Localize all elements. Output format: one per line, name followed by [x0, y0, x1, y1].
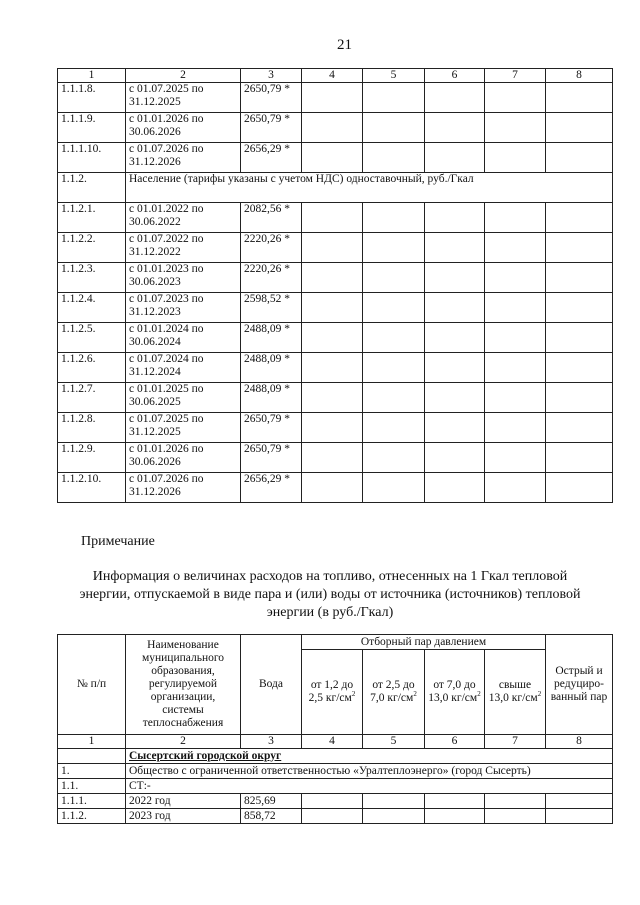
row-id: 1.1.2. — [58, 173, 126, 203]
row-id: 1.1.1.9. — [58, 113, 126, 143]
row-id: 1.1.2. — [58, 809, 126, 824]
row-id: 1.1.2.9. — [58, 443, 126, 473]
col-number: 8 — [546, 69, 613, 83]
row-value: 2488,09 * — [241, 383, 302, 413]
row-period: с 01.07.2023 по 31.12.2023 — [126, 293, 241, 323]
row-year: 2022 год — [126, 794, 241, 809]
table-row — [58, 113, 613, 143]
col-number: 8 — [546, 735, 613, 749]
col-number: 4 — [302, 69, 363, 83]
row-id: 1. — [58, 764, 126, 779]
row-year: 2023 год — [126, 809, 241, 824]
col-number: 2 — [126, 69, 241, 83]
info-title: Информация о величинах расходов на топливо, отнесенных на 1 Гкал тепловой энергии, отпускаемой в виде пара и (или) воды от источника (источников) тепловой энергии (в руб./Гкал) — [79, 569, 581, 620]
row-value: 2082,56 * — [241, 203, 302, 233]
header-steam-1: от 1,2 до 2,5 $кг/см^2$ — [302, 650, 363, 735]
row-value: 2598,52 * — [241, 293, 302, 323]
note-label: Примечание — [81, 534, 155, 549]
header-steam-group: Отборный пар давлением — [302, 635, 546, 650]
row-period: с 01.01.2022 по 30.06.2022 — [126, 203, 241, 233]
row-period: с 01.01.2026 по 30.06.2026 — [126, 443, 241, 473]
row-id: 1.1.2.10. — [58, 473, 126, 503]
col-number: 1 — [58, 735, 126, 749]
row-value: 2656,29 * — [241, 473, 302, 503]
row-period: с 01.01.2024 по 30.06.2024 — [126, 323, 241, 353]
col-number: 1 — [58, 69, 126, 83]
table-row — [58, 293, 613, 323]
col-number: 7 — [485, 69, 546, 83]
header-numbers-row — [58, 735, 613, 749]
row-value: 2488,09 * — [241, 353, 302, 383]
table-row — [58, 383, 613, 413]
fuel-cost-table — [57, 634, 613, 824]
system-row — [58, 779, 613, 794]
row-id: 1.1.1.8. — [58, 83, 126, 113]
row-id: 1.1. — [58, 779, 126, 794]
row-period: с 01.07.2026 по 31.12.2026 — [126, 143, 241, 173]
col-number: 6 — [425, 735, 485, 749]
row-id: 1.1.2.4. — [58, 293, 126, 323]
col-number: 5 — [363, 735, 425, 749]
header-steam-2: от 2,5 до 7,0 $кг/см^2$ — [363, 650, 425, 735]
col-number: 3 — [241, 69, 302, 83]
col-number: 4 — [302, 735, 363, 749]
header-row — [58, 635, 613, 650]
group-label: Население (тарифы указаны с учетом НДС) одноставочный, руб./Гкал — [126, 173, 613, 203]
header-name: Наименование муниципального образования, регулируемой организации, системы теплоснабжения — [126, 635, 241, 735]
row-id: 1.1.1. — [58, 794, 126, 809]
org-name: Общество с ограниченной ответственностью «Уралтеплоэнерго» (город Сысерть) — [126, 764, 613, 779]
system-name: СТ:- — [126, 779, 613, 794]
header-sharp-steam: Острый и редуциро-ванный пар — [546, 635, 613, 735]
table-header-numbers — [58, 69, 613, 83]
row-value: 2650,79 * — [241, 83, 302, 113]
row-period: с 01.01.2025 по 30.06.2025 — [126, 383, 241, 413]
row-value: 2488,09 * — [241, 323, 302, 353]
row-id: 1.1.2.7. — [58, 383, 126, 413]
row-period: с 01.07.2025 по 31.12.2025 — [126, 413, 241, 443]
header-steam-4: свыше 13,0 $кг/см^2$ — [485, 650, 546, 735]
tariff-table — [57, 68, 613, 503]
table-row — [58, 809, 613, 824]
col-number: 5 — [363, 69, 425, 83]
row-id: 1.1.2.6. — [58, 353, 126, 383]
row-value: 2220,26 * — [241, 263, 302, 293]
row-id: 1.1.2.2. — [58, 233, 126, 263]
table-row — [58, 443, 613, 473]
table-row — [58, 794, 613, 809]
col-number: 2 — [126, 735, 241, 749]
table-row — [58, 233, 613, 263]
row-value: 2220,26 * — [241, 233, 302, 263]
col-number: 7 — [485, 735, 546, 749]
table-row — [58, 83, 613, 113]
row-id: 1.1.2.3. — [58, 263, 126, 293]
row-value: 2650,79 * — [241, 443, 302, 473]
row-period: с 01.07.2022 по 31.12.2022 — [126, 233, 241, 263]
row-id: 1.1.2.8. — [58, 413, 126, 443]
row-period: с 01.07.2025 по 31.12.2025 — [126, 83, 241, 113]
table-row — [58, 353, 613, 383]
table-row — [58, 203, 613, 233]
row-period: с 01.07.2024 по 31.12.2024 — [126, 353, 241, 383]
row-water: 825,69 — [241, 794, 302, 809]
page-number: 21 — [337, 37, 352, 53]
row-period: с 01.07.2026 по 31.12.2026 — [126, 473, 241, 503]
table-group-row — [58, 173, 613, 203]
row-water: 858,72 — [241, 809, 302, 824]
table-row — [58, 143, 613, 173]
table-row — [58, 263, 613, 293]
row-period: с 01.01.2026 по 30.06.2026 — [126, 113, 241, 143]
row-value: 2656,29 * — [241, 143, 302, 173]
row-value: 2650,79 * — [241, 113, 302, 143]
header-num: № п/п — [58, 635, 126, 735]
table-row — [58, 413, 613, 443]
row-id: 1.1.2.1. — [58, 203, 126, 233]
org-row — [58, 764, 613, 779]
table-row — [58, 473, 613, 503]
col-number: 3 — [241, 735, 302, 749]
col-number: 6 — [425, 69, 485, 83]
row-period: с 01.01.2023 по 30.06.2023 — [126, 263, 241, 293]
header-water: Вода — [241, 635, 302, 735]
district-row — [58, 749, 613, 764]
row-id: 1.1.2.5. — [58, 323, 126, 353]
row-value: 2650,79 * — [241, 413, 302, 443]
district-name: Сысертский городской округ — [126, 749, 613, 764]
row-id: 1.1.1.10. — [58, 143, 126, 173]
table-row — [58, 323, 613, 353]
header-steam-3: от 7,0 до 13,0 $кг/см^2$ — [425, 650, 485, 735]
